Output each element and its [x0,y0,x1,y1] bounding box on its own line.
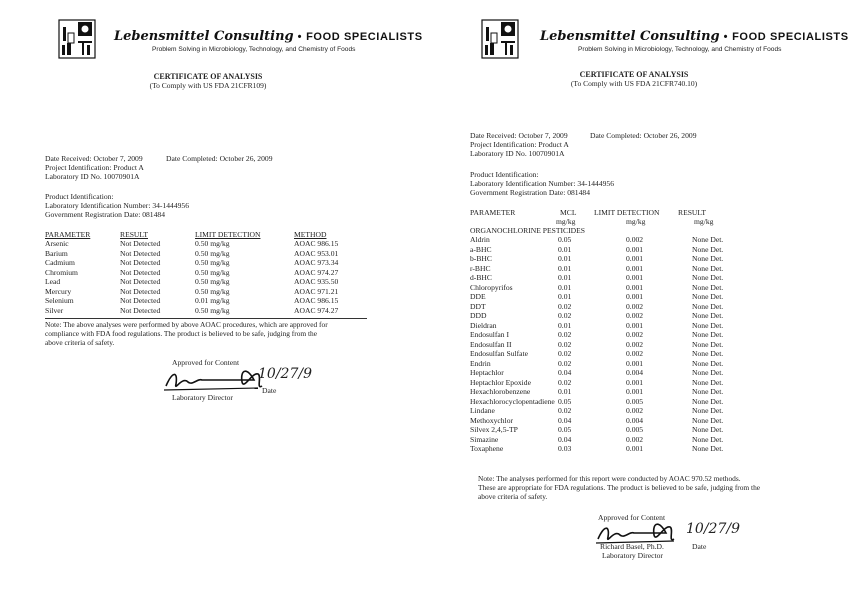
cell-parameter: Endosulfan I [470,330,510,339]
cell-parameter: DDD [470,311,487,320]
cell-parameter: r-BHC [470,263,491,273]
cell-limit: 0.001 [626,273,644,282]
cell-parameter: Heptachlor Epoxide [470,377,531,387]
cell-mcl: 0.01 [558,244,572,254]
cell-result: Not Detected [120,296,161,305]
cell-method: AOAC 974.27 [294,267,339,277]
cell-limit: 0.50 mg/kg [195,305,230,315]
cell-result: None Det. [692,349,724,358]
product-identification: Product Identification: [470,170,539,179]
laboratory-director: Laboratory Director [602,551,663,560]
lab-identification-number: Laboratory Identification Number: 34-1444956 [470,179,615,188]
cell-result: None Det. [692,368,724,377]
cell-parameter: Barium [45,248,68,258]
company-logo-icon [58,19,96,59]
cell-result: None Det. [692,292,724,301]
brand-tagline: Problem Solving in Microbiology, Technology, and Chemistry of Foods [152,46,356,53]
cell-mcl: 0.05 [558,235,572,244]
laboratory-id: Laboratory ID No. 10070901A [470,149,565,158]
cell-method: AOAC 935.50 [294,277,339,286]
brand-bullet: • [297,31,303,43]
cell-mcl: 0.01 [558,273,572,282]
cell-limit: 0.50 mg/kg [195,239,230,248]
cell-parameter: Heptachlor [470,368,504,377]
cell-method: AOAC 973.34 [294,258,339,267]
cell-limit: 0.001 [626,244,644,254]
left-certificate [0,0,423,594]
cell-limit: 0.50 mg/kg [195,277,230,286]
cell-result: Not Detected [120,258,161,267]
section-organochlorine: ORGANOCHLORINE PESTICIDES [470,226,585,235]
cell-limit: 0.005 [626,396,644,406]
col-header-parameter: PARAMETER [45,230,91,239]
cell-result: None Det. [692,396,724,406]
cell-result: Not Detected [120,267,161,277]
laboratory-director: Laboratory Director [172,393,233,402]
cell-parameter: Endosulfan II [470,339,512,349]
date-completed: Date Completed: October 26, 2009 [166,154,273,163]
cell-parameter: Hexachlorocyclopentadiene [470,396,555,406]
cell-limit: 0.002 [626,330,644,339]
cell-result: None Det. [692,358,724,368]
cell-result: None Det. [692,339,724,349]
cell-parameter: Endrin [470,358,491,368]
cell-mcl: 0.01 [558,320,572,330]
cell-parameter: DDE [470,292,486,301]
cell-mcl: 0.04 [558,434,572,444]
cell-parameter: Silvex 2,4,5-TP [470,425,518,434]
cell-mcl: 0.02 [558,406,572,415]
cell-result: Not Detected [120,239,161,248]
col-header-method: METHOD [294,230,327,239]
cell-limit: 0.001 [626,377,644,387]
cell-parameter: Selenium [45,296,74,305]
cell-parameter: Aldrin [470,235,490,244]
approved-for-content: Approved for Content [598,513,666,522]
cell-mcl: 0.02 [558,358,572,368]
brand-name [114,27,423,45]
cell-result: None Det. [692,330,724,339]
col-header-result-unit: mg/kg [694,217,714,226]
cell-result: None Det. [692,444,724,453]
cell-parameter: b-BHC [470,254,492,263]
cell-parameter: Cadmium [45,258,75,267]
cell-limit: 0.001 [626,254,644,263]
cell-result: None Det. [692,263,724,273]
cell-limit: 0.002 [626,311,644,320]
lab-identification-number: Laboratory Identification Number: 34-1444956 [45,201,190,210]
note-line: above criteria of safety. [45,338,115,347]
cell-limit: 0.002 [626,349,644,358]
cell-parameter: Chromium [45,267,78,277]
cell-mcl: 0.01 [558,282,572,292]
brand-specialists: FOOD SPECIALISTS [732,31,849,43]
government-registration: Government Registration Date: 081484 [45,210,165,219]
cell-limit: 0.001 [626,320,644,330]
government-registration: Government Registration Date: 081484 [470,188,590,197]
cell-limit: 0.001 [626,387,644,396]
cell-parameter: Lead [45,277,61,286]
col-header-result: RESULT [120,230,148,239]
cell-limit: 0.004 [626,368,644,377]
cell-limit: 0.001 [626,292,644,301]
note-line: Note: The analyses performed for this report were conducted by AOAC 970.52 methods. [478,474,741,483]
cell-limit: 0.50 mg/kg [195,267,230,277]
cell-mcl: 0.01 [558,292,572,301]
cell-limit: 0.001 [626,444,644,453]
product-identification: Product Identification: [45,192,114,201]
cell-result: Not Detected [120,277,161,286]
cell-mcl: 0.01 [558,387,572,396]
cell-parameter: d-BHC [470,273,492,282]
cell-mcl: 0.02 [558,377,572,387]
cell-parameter: Methoxychlor [470,415,514,425]
laboratory-id: Laboratory ID No. 10070901A [45,172,140,181]
cell-parameter: Chloropyrifos [470,282,513,292]
col-header-parameter: PARAMETER [470,208,516,217]
col-header-limit: LIMIT DETECTION [195,230,261,239]
cell-mcl: 0.02 [558,339,572,349]
right-certificate [418,0,849,594]
cell-result: None Det. [692,282,724,292]
date-received: Date Received: October 7, 2009 [45,154,143,163]
cell-result: None Det. [692,254,724,263]
cell-method: AOAC 971.21 [294,286,339,296]
cell-limit: 0.004 [626,415,644,425]
certificate-subtitle: (To Comply with US FDA 21CFR109) [149,81,267,90]
cell-method: AOAC 953.01 [294,248,339,258]
cell-mcl: 0.04 [558,415,572,425]
cell-parameter: Endosulfan Sulfate [470,349,528,358]
cell-result: None Det. [692,434,724,444]
cell-limit: 0.001 [626,358,644,368]
approved-for-content: Approved for Content [172,358,240,367]
brand-specialists: FOOD SPECIALISTS [306,31,423,43]
cell-limit: 0.50 mg/kg [195,248,230,258]
cell-parameter: Lindane [470,406,495,415]
cell-mcl: 0.02 [558,349,572,358]
cell-limit: 0.50 mg/kg [195,258,230,267]
left-note [45,320,328,347]
cell-parameter: DDT [470,301,486,311]
cell-result: None Det. [692,415,724,425]
cell-limit: 0.001 [626,282,644,292]
note-line: These are appropriate for FDA regulations. The product is believed to be safe, judging from the [478,483,761,492]
cell-result: None Det. [692,377,724,387]
company-logo-icon [481,19,519,59]
brand-name [540,27,849,45]
certificate-title: CERTIFICATE OF ANALYSIS [153,72,263,81]
col-header-limit: LIMIT DETECTION [594,208,660,217]
cell-mcl: 0.05 [558,425,572,434]
cell-method: AOAC 986.15 [294,239,339,248]
cell-result: None Det. [692,406,724,415]
signer-name: Richard Basel, Ph.D. [600,542,664,551]
col-header-limit-unit: mg/kg [626,217,646,226]
cell-parameter: a-BHC [470,244,492,254]
date-label: Date [262,386,277,395]
cell-limit: 0.002 [626,339,644,349]
col-header-mcl-unit: mg/kg [556,217,576,226]
right-note [478,474,760,501]
cell-limit: 0.002 [626,434,644,444]
cell-limit: 0.005 [626,425,644,434]
cell-parameter: Simazine [470,434,499,444]
cell-limit: 0.002 [626,406,644,415]
date-completed: Date Completed: October 26, 2009 [590,131,697,140]
cell-mcl: 0.02 [558,311,572,320]
brand-bullet: • [723,31,729,43]
note-line: compliance with FDA food regulations. The product is believed to be safe, judging from the [45,329,318,338]
cell-parameter: Dieldran [470,320,497,330]
cell-limit: 0.002 [626,235,644,244]
note-line: Note: The above analyses were performed by above AOAC procedures, which are approved for [45,320,328,329]
signature-date: 10/27/9 [686,521,740,537]
cell-mcl: 0.03 [558,444,572,453]
cell-result: None Det. [692,387,724,396]
cell-result: None Det. [692,311,724,320]
cell-limit: 0.002 [626,301,644,311]
cell-method: AOAC 986.15 [294,296,339,305]
cell-mcl: 0.05 [558,396,572,406]
cell-mcl: 0.04 [558,368,572,377]
cell-parameter: Silver [45,305,64,315]
cell-result: Not Detected [120,286,161,296]
date-received: Date Received: October 7, 2009 [470,131,568,140]
cell-result: None Det. [692,244,724,254]
note-line: above criteria of safety. [478,492,548,501]
cell-parameter: Mercury [45,286,72,296]
cell-result: None Det. [692,235,724,244]
col-header-mcl: MCL [560,208,577,217]
cell-method: AOAC 974.27 [294,305,339,315]
table-bottom-rule [45,318,367,319]
cell-mcl: 0.01 [558,254,572,263]
cell-result: None Det. [692,301,724,311]
cell-mcl: 0.01 [558,263,572,273]
brand-script-name: Lebensmittel Consulting [114,29,294,44]
cell-parameter: Hexachlorobenzene [470,387,531,396]
cell-mcl: 0.02 [558,301,572,311]
certificate-title: CERTIFICATE OF ANALYSIS [579,70,689,79]
cell-limit: 0.50 mg/kg [195,286,230,296]
cell-mcl: 0.02 [558,330,572,339]
brand-tagline: Problem Solving in Microbiology, Technology, and Chemistry of Foods [578,46,782,53]
project-identification: Project Identification: Product A [45,163,144,172]
date-label: Date [692,542,707,551]
cell-result: None Det. [692,425,724,434]
cell-result: None Det. [692,320,724,330]
signature-date: 10/27/9 [258,366,312,382]
cell-limit: 0.01 mg/kg [195,296,230,305]
certificate-subtitle: (To Comply with US FDA 21CFR740.10) [570,79,698,88]
brand-script-name: Lebensmittel Consulting [540,29,720,44]
project-identification: Project Identification: Product A [470,140,569,149]
cell-result: None Det. [692,273,724,282]
cell-result: Not Detected [120,305,161,315]
col-header-result: RESULT [678,208,706,217]
cell-result: Not Detected [120,248,161,258]
cell-parameter: Arsenic [45,239,69,248]
cell-parameter: Toxaphene [470,444,504,453]
cell-limit: 0.001 [626,263,644,273]
